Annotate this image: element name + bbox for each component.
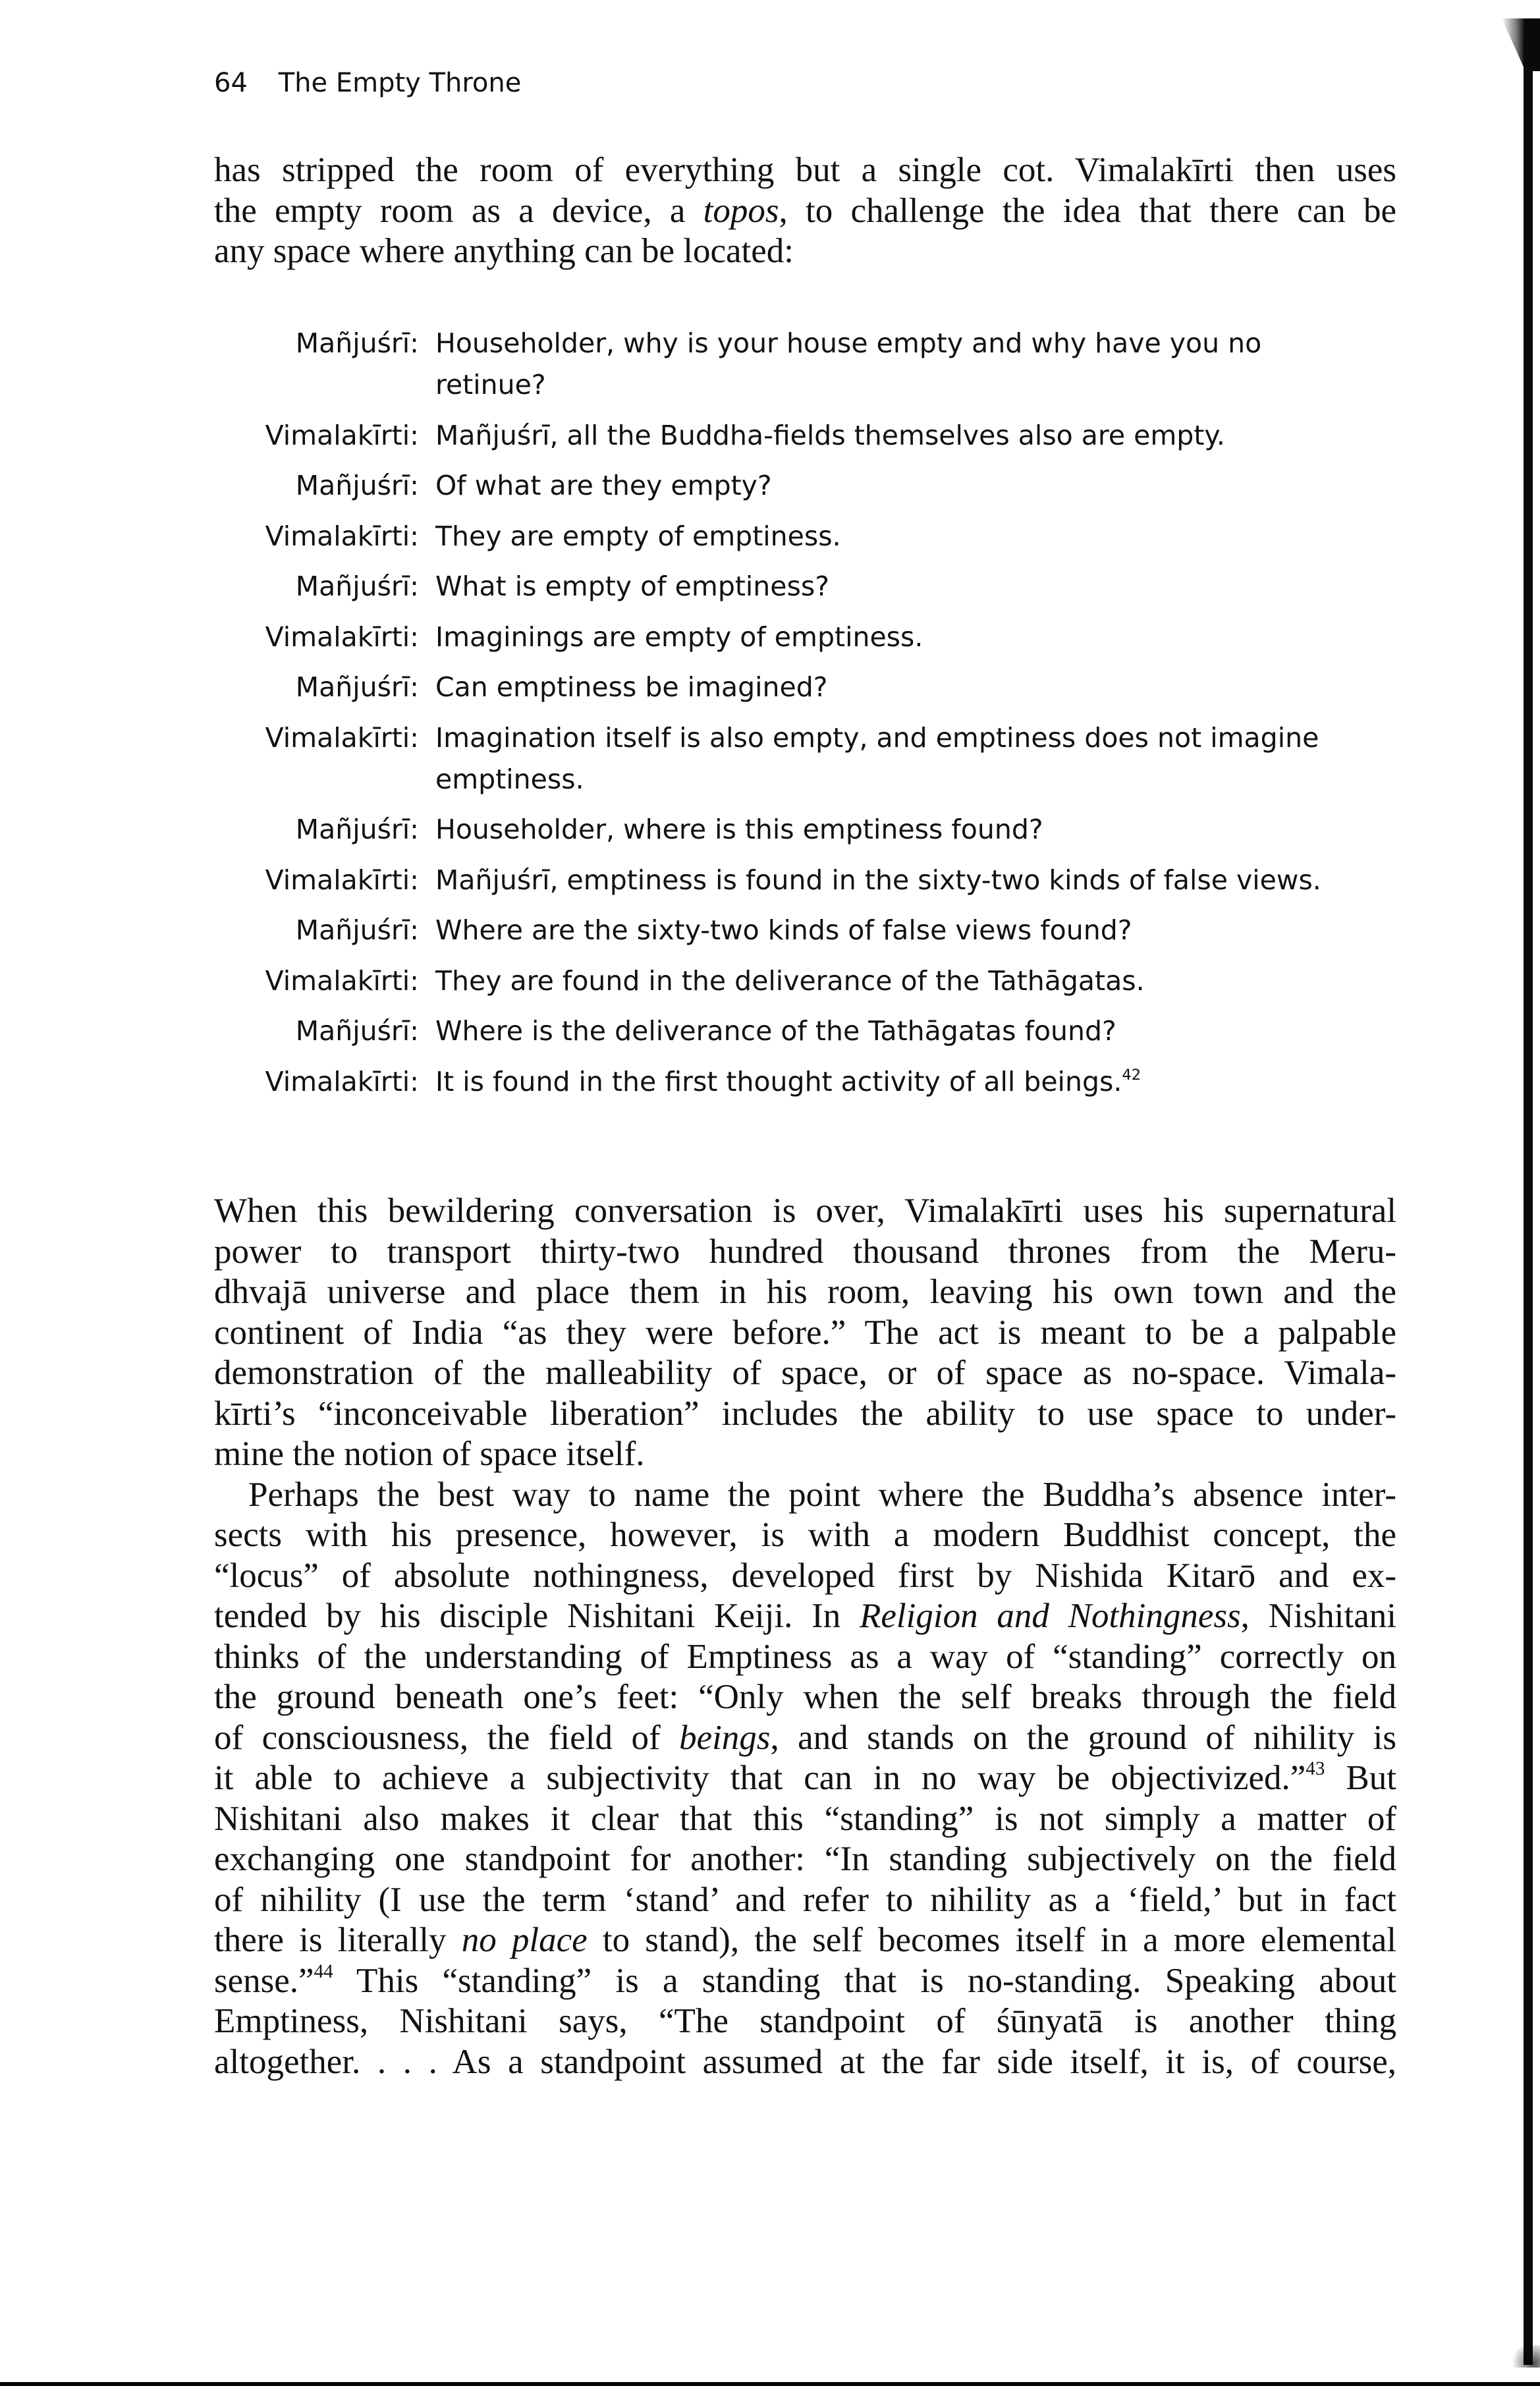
text-line: of consciousness, the field of beings, and stands on the ground of nihility is — [214, 1718, 1396, 1757]
speech-text: Where are the sixty-two kinds of false views found? — [435, 914, 1132, 946]
text-line: exchanging one standpoint for another: “In standing subjectively on the field — [214, 1840, 1396, 1878]
italic-term: no place — [461, 1921, 588, 1959]
paragraph — [214, 1191, 1396, 1475]
speaker-label: Mañjuśrī: — [295, 671, 419, 703]
text-line: kīrti’s “inconceivable liberation” includes the ability to use space to under- — [214, 1394, 1396, 1433]
speaker-label: Vimalakīrti: — [265, 964, 419, 997]
text-line: dhvajā universe and place them in his room, leaving his own town and the — [214, 1273, 1396, 1311]
dialogue-turn — [214, 910, 1400, 951]
dialogue-turn — [214, 960, 1400, 1002]
text-line: the empty room as a device, a topos, to challenge the idea that there can be — [214, 191, 1396, 230]
text-line: any space where anything can be located: — [214, 232, 794, 270]
speech-text: Householder, where is this emptiness found? — [435, 814, 1043, 845]
speaker-label: Mañjuśrī: — [295, 327, 419, 359]
speech-text: What is empty of emptiness? — [435, 570, 830, 602]
dialogue-turn — [214, 617, 1400, 658]
opening-paragraph — [214, 150, 1396, 272]
scan-edge-bar — [1524, 40, 1533, 2365]
dialogue-turn — [214, 465, 1400, 507]
speech-text: Imaginings are empty of emptiness. — [435, 621, 923, 653]
text-line: sects with his presence, however, is with a modern Buddhist concept, the — [214, 1516, 1396, 1554]
speaker-label: Vimalakīrti: — [265, 864, 419, 896]
speaker-label: Mañjuśrī: — [295, 570, 419, 602]
text-line: power to transport thirty-two hundred thousand thrones from the Meru- — [214, 1232, 1396, 1271]
speaker-label: Mañjuśrī: — [295, 814, 419, 845]
speech-text: Where is the deliverance of the Tathāgatas found? — [435, 1015, 1116, 1047]
speaker-label: Vimalakīrti: — [265, 419, 419, 451]
footnote-marker[interactable]: 44 — [314, 1960, 333, 1982]
speaker-label: Mañjuśrī: — [295, 914, 419, 946]
text-line: thinks of the understanding of Emptiness as a way of “standing” correctly on — [214, 1637, 1396, 1676]
text-line: the ground beneath one’s feet: “Only when the self breaks through the field — [214, 1678, 1396, 1716]
dialogue-turn — [214, 516, 1400, 557]
dialogue-turn — [214, 717, 1400, 800]
scan-edge-shadow — [1502, 18, 1540, 71]
dialogue-turn — [214, 566, 1400, 607]
text-line: sense.”$^{44}$ This “standing” is a standing that is no-standing. Speaking about — [214, 1960, 1396, 2000]
dialogue-turn — [214, 323, 1400, 406]
italic-term: topos — [703, 191, 779, 230]
dialogue-turn — [214, 1011, 1400, 1052]
text-line: demonstration of the malleability of space, or of space as no-space. Vimala- — [214, 1354, 1396, 1392]
text-line: altogether. . . . As a standpoint assumed at the far side itself, it is, of course, — [214, 2042, 1396, 2081]
speech-text: Mañjuśrī, emptiness is found in the sixty-two kinds of false views. — [435, 864, 1321, 896]
text-line: of nihility (I use the term ‘stand’ and refer to nihility as a ‘field,’ but in fact — [214, 1880, 1396, 1919]
speech-text: They are empty of emptiness. — [435, 520, 841, 552]
speech-text: It is found in the first thought activity of all beings.$^{42}$ — [435, 1065, 1141, 1097]
dialogue-extract — [214, 323, 1400, 1111]
text-line: Perhaps the best way to name the point where the Buddha’s absence inter- — [248, 1475, 1396, 1514]
text-line: it able to achieve a subjectivity that can in no way be objectivized.”$^{43}$ But — [214, 1758, 1396, 1797]
text-line: “locus” of absolute nothingness, developed first by Nishida Kitarō and ex- — [214, 1556, 1396, 1595]
dialogue-turn — [214, 809, 1400, 850]
speech-text: Can emptiness be imagined? — [435, 671, 828, 703]
speaker-label: Mañjuśrī: — [295, 1015, 419, 1047]
running-head — [214, 63, 521, 103]
speech-text: Imagination itself is also empty, and emptiness does not imagine emptiness. — [435, 721, 1319, 795]
scan-bottom-rule — [0, 2382, 1540, 2386]
italic-term: beings — [679, 1718, 771, 1757]
speech-text: Householder, why is your house empty and why have you no retinue? — [435, 327, 1262, 401]
speaker-label: Vimalakīrti: — [265, 520, 419, 552]
text-line: When this bewildering conversation is over, Vimalakīrti uses his supernatural — [214, 1192, 1396, 1230]
speaker-label: Vimalakīrti: — [265, 621, 419, 653]
book-title: The Empty Throne — [278, 68, 522, 98]
body-paragraphs — [214, 1191, 1396, 2082]
text-line: Emptiness, Nishitani says, “The standpoint of śūnyatā is another thing — [214, 2002, 1396, 2040]
scan-edge-noise — [1508, 2345, 1540, 2368]
footnote-marker[interactable]: 42 — [1122, 1066, 1141, 1084]
speech-text: Mañjuśrī, all the Buddha-fields themselves also are empty. — [435, 419, 1225, 451]
speaker-label: Mañjuśrī: — [295, 470, 419, 501]
speaker-label: Vimalakīrti: — [265, 721, 419, 754]
dialogue-turn — [214, 667, 1400, 708]
speech-text: Of what are they empty? — [435, 470, 772, 501]
paragraph — [214, 1475, 1396, 2083]
text-line: Nishitani also makes it clear that this “standing” is not simply a matter of — [214, 1799, 1396, 1838]
dialogue-turn — [214, 415, 1400, 457]
text-line: there is literally no place to stand), the self becomes itself in a more elemental — [214, 1921, 1396, 1959]
text-line: mine the notion of space itself. — [214, 1435, 645, 1473]
text-line: tended by his disciple Nishitani Keiji. In Religion and Nothingness, Nishitani — [214, 1597, 1397, 1635]
dialogue-turn — [214, 1061, 1400, 1103]
text-line: has stripped the room of everything but a single cot. Vimalakīrti then uses — [214, 151, 1396, 189]
dialogue-turn — [214, 860, 1400, 901]
footnote-marker[interactable]: 43 — [1306, 1758, 1325, 1780]
speech-text: They are found in the deliverance of the Tathāgatas. — [435, 964, 1145, 997]
text-line: continent of India “as they were before.” The act is meant to be a palpable — [214, 1313, 1396, 1352]
page-number: 64 — [214, 68, 248, 98]
book-title-citation: Religion and Nothingness — [860, 1597, 1241, 1635]
speaker-label: Vimalakīrti: — [265, 1065, 419, 1097]
